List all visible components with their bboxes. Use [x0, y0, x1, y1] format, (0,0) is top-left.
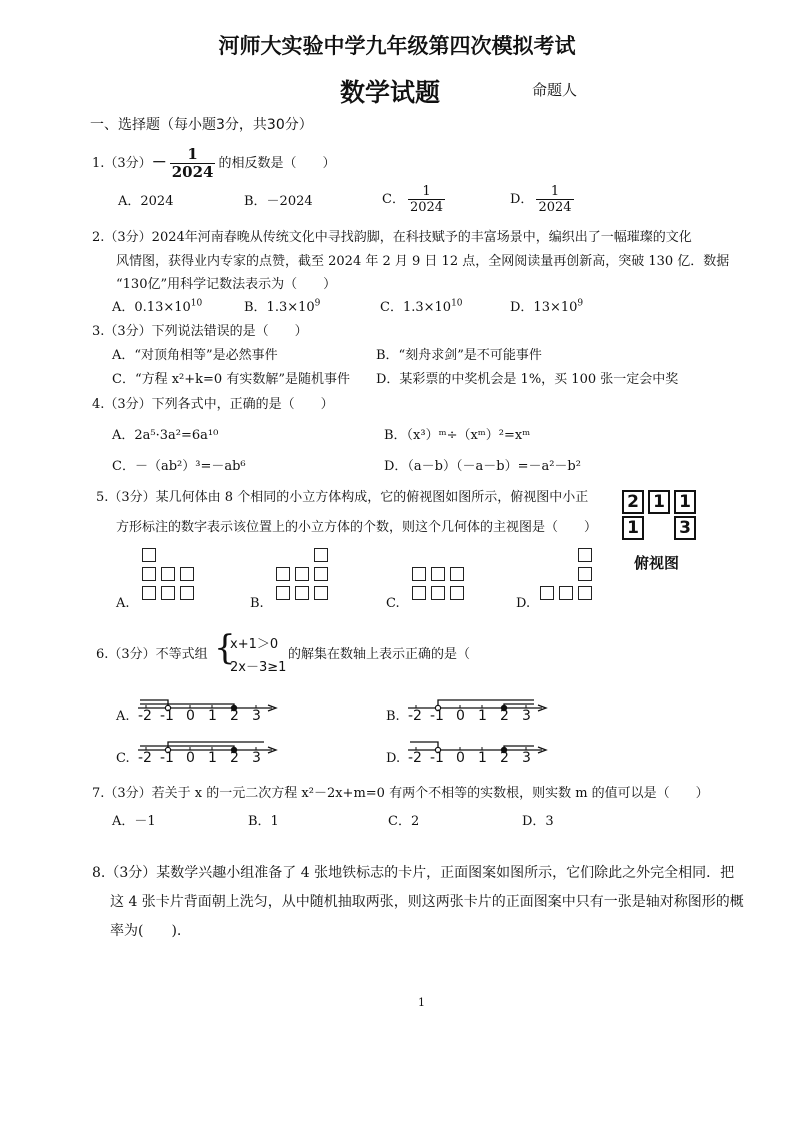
q6-option-c-label: C. — [116, 751, 130, 766]
q6-option-b-label: B. — [386, 709, 400, 724]
q2-b-exp: 9 — [314, 298, 321, 309]
q3-option-c: C．“方程 x²+k=0 有实数解”是随机事件 — [112, 372, 350, 387]
tick-label: 0 — [456, 750, 465, 766]
q1-c-fraction — [408, 184, 445, 215]
section-heading: 一、选择题（每小题3分，共30分） — [90, 117, 313, 133]
top-view-label: 俯视图 — [634, 554, 680, 572]
exam-title: 河师大实验中学九年级第四次模拟考试 — [218, 34, 576, 58]
q1-d-num: 1 — [550, 184, 560, 199]
q1-d-den: 2024 — [538, 200, 572, 215]
q4-option-d: D．（a－b）（－a－b）=－a²－b² — [384, 459, 581, 474]
tick-label: -1 — [160, 750, 174, 766]
top-view-cell: 1 — [674, 490, 696, 514]
q5-option-d-label: D. — [516, 596, 531, 611]
tick-label: 1 — [478, 708, 487, 724]
tick-label: 2 — [230, 708, 239, 724]
q1-c-num: 1 — [422, 184, 431, 199]
q6-inequality-1: x+1＞0 — [230, 637, 279, 652]
solution-ray — [410, 742, 438, 750]
q5-option-a-label: A. — [116, 596, 130, 611]
q7-option-b: B．1 — [248, 814, 279, 829]
q7-option-d: D．3 — [522, 814, 554, 829]
q6-number-line-b — [408, 686, 548, 724]
q4-stem: 4.（3分）下列各式中，正确的是（ ） — [92, 397, 334, 412]
tick-label: 2 — [500, 750, 509, 766]
q3-option-a: A．“对顶角相等”是必然事件 — [112, 348, 278, 363]
q8-line-3: 率为( ). — [110, 923, 182, 939]
q1-option-c — [382, 184, 448, 215]
tick-label: -2 — [408, 750, 422, 766]
q1-c-label: C． — [382, 192, 405, 207]
q1-c-den: 2024 — [409, 200, 444, 215]
question-1-stem — [92, 146, 335, 181]
top-view-cell: 2 — [622, 490, 644, 514]
tick-label: 2 — [230, 750, 239, 766]
tick-label: -1 — [430, 750, 444, 766]
q2-line-2: 风情图，获得业内专家的点赞，截至 2024 年 2 月 9 日 12 点，全网阅读量再创新高，突破 130 亿．数据 — [116, 254, 730, 269]
q4-option-b: B．（x³）ᵐ÷（xᵐ）²=xᵐ — [384, 428, 531, 443]
q2-option-a — [112, 296, 202, 315]
tick-label: 3 — [252, 708, 261, 724]
q2-option-c — [380, 296, 463, 315]
q2-d-exp: 9 — [577, 298, 584, 309]
q1-fraction — [170, 146, 216, 181]
tick-label: 0 — [186, 708, 195, 724]
tick-label: -1 — [160, 708, 174, 724]
q1-prefix: 1.（3分） — [92, 156, 152, 171]
top-view-cell: 1 — [622, 516, 644, 540]
q4-option-c: C．－（ab²）³=－ab⁶ — [112, 459, 246, 474]
q3-stem: 3.（3分）下列说法错误的是（ ） — [92, 324, 308, 339]
q2-d-base: D．13×10 — [510, 300, 578, 315]
tick-label: -2 — [138, 750, 152, 766]
top-view-cell: 1 — [648, 490, 670, 514]
q6-number-line-c — [138, 728, 278, 766]
tick-labels — [408, 708, 548, 724]
tick-labels — [138, 708, 278, 724]
tick-label: 1 — [208, 708, 217, 724]
q6-inequality-2: 2x－3≥1 — [230, 660, 287, 675]
page-number: 1 — [418, 996, 425, 1009]
tick-labels — [408, 750, 548, 766]
tick-label: 1 — [478, 750, 487, 766]
q2-option-b — [244, 296, 320, 315]
q2-c-exp: 10 — [451, 298, 463, 309]
q2-b-base: B．1.3×10 — [244, 300, 315, 315]
q2-c-base: C．1.3×10 — [380, 300, 452, 315]
q1-frac-num: 1 — [187, 145, 198, 163]
q1-neg-sign: － — [151, 153, 167, 171]
tick-label: -2 — [408, 708, 422, 724]
subject-title: 数学试题 — [340, 78, 441, 107]
tick-labels — [138, 750, 278, 766]
q1-d-label: D． — [510, 192, 534, 207]
q1-option-b: B．－2024 — [244, 194, 313, 209]
q3-option-b: B．“刻舟求剑”是不可能事件 — [376, 348, 542, 363]
q3-option-d: D．某彩票的中奖机会是 1%，买 100 张一定会中奖 — [376, 372, 679, 387]
tick-label: 2 — [500, 708, 509, 724]
tick-label: 3 — [252, 750, 261, 766]
q6-prefix: 6.（3分）不等式组 — [96, 647, 208, 662]
q1-suffix: 的相反数是（ ） — [218, 156, 336, 171]
q2-a-exp: 10 — [190, 298, 203, 309]
q5-line-1: 5.（3分）某几何体由 8 个相同的小立方体构成，它的俯视图如图所示，俯视图中小正 — [96, 490, 589, 505]
q6-option-d-label: D. — [386, 751, 401, 766]
q6-suffix: 的解集在数轴上表示正确的是（ — [288, 647, 471, 662]
system-brace: { — [214, 628, 236, 668]
q1-option-d — [510, 184, 577, 215]
q8-line-2: 这 4 张卡片背面朝上洗匀，从中随机抽取两张，则这两张卡片的正面图案中只有一张是轴对称图形的概 — [110, 894, 744, 910]
q6-option-a-label: A. — [116, 709, 130, 724]
tick-label: 3 — [522, 750, 531, 766]
q1-option-a: A．2024 — [118, 194, 174, 209]
tick-label: -2 — [138, 708, 152, 724]
q6-number-line-d — [408, 728, 548, 766]
q7-option-c: C．2 — [388, 814, 420, 829]
q2-a-base: A．0.13×10 — [112, 300, 191, 315]
q5-option-c-label: C. — [386, 596, 400, 611]
author-label: 命题人 — [532, 81, 578, 99]
tick-label: 1 — [208, 750, 217, 766]
q2-option-d — [510, 296, 583, 315]
tick-label: 0 — [186, 750, 195, 766]
tick-label: 3 — [522, 708, 531, 724]
q8-line-1: 8.（3分）某数学兴趣小组准备了 4 张地铁标志的卡片，正面图案如图所示，它们除此之外完全相同．把 — [92, 865, 735, 881]
q1-frac-den: 2024 — [171, 163, 214, 181]
q7-stem: 7.（3分）若关于 x 的一元二次方程 x²－2x+m=0 有两个不相等的实数根，则实数 m 的值可以是（ ） — [92, 786, 709, 801]
tick-label: 0 — [456, 708, 465, 724]
q5-line-2: 方形标注的数字表示该位置上的小立方体的个数，则这个几何体的主视图是（ ） — [116, 520, 598, 535]
tick-label: -1 — [430, 708, 444, 724]
q5-option-b-label: B. — [250, 596, 264, 611]
q2-line-1: 2.（3分）2024年河南春晚从传统文化中寻找韵脚，在科技赋予的丰富场景中，编织出了一幅璀璨的文化 — [92, 230, 692, 245]
q2-line-3: “130亿”用科学记数法表示为（ ） — [116, 277, 337, 292]
top-view-cell: 3 — [674, 516, 696, 540]
q6-number-line-a — [138, 686, 278, 724]
q4-option-a: A．2a⁵·3a²=6a¹⁰ — [112, 428, 219, 443]
q7-option-a: A．－1 — [112, 814, 156, 829]
q1-d-fraction — [536, 184, 573, 215]
